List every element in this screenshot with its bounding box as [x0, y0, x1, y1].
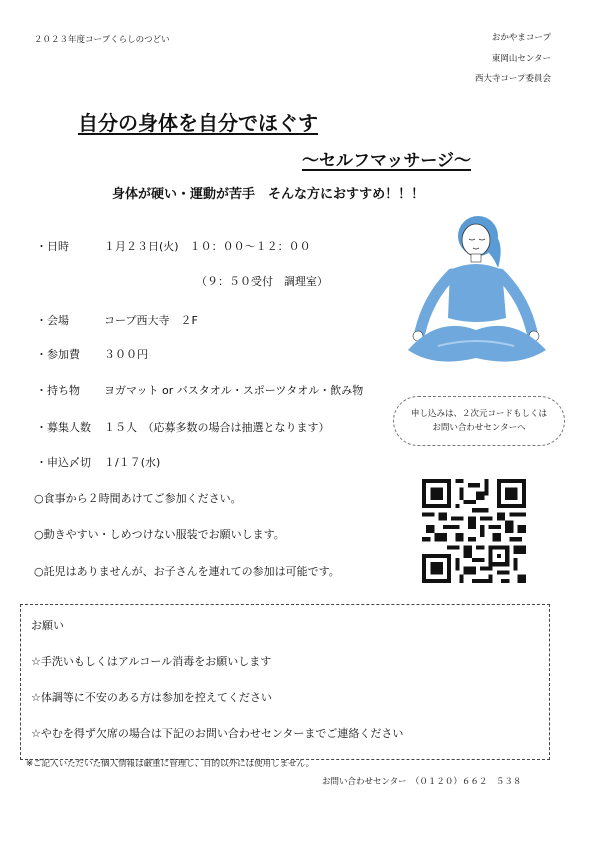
fee-label: ・参加費	[36, 348, 80, 361]
venue-label: ・会場	[36, 314, 69, 327]
deadline-label: ・申込〆切	[36, 456, 91, 469]
page-subtitle: ～セルフマッサージ～	[302, 151, 471, 171]
note-childcare: ○託児はありませんが、お子さんを連れての参加は可能です。	[34, 565, 340, 578]
request-item-hand-hygiene: ☆手洗いもしくはアルコール消毒をお願いします	[31, 655, 272, 668]
privacy-note: ※ご記入いただいた個人情報は厳重に管理し、目的以外には使用しません。	[26, 759, 315, 769]
event-series-label: ２０２３年度コープくらしのつどい	[34, 35, 170, 45]
yoga-meditation-icon	[398, 208, 556, 373]
deadline-value: １/１７(水)	[104, 456, 161, 469]
venue-value: コープ西大寺 ２F	[104, 314, 198, 327]
request-item-absence: ☆やむを得ず欠席の場合は下記のお問い合わせセンターまでご連絡ください	[31, 727, 404, 740]
note-clothing: ○動きやすい・しめつけない服装でお願いします。	[34, 528, 285, 541]
capacity-label: ・募集人数	[36, 421, 91, 434]
note-meal: ○食事から２時間あけてご参加ください。	[34, 492, 242, 505]
org-line-1: おかやまコープ	[491, 33, 551, 43]
date-label: ・日時	[36, 240, 69, 253]
reception-note: （９：５０受付 調理室）	[196, 275, 328, 288]
qr-code-icon[interactable]	[422, 479, 526, 583]
fee-value: ３００円	[104, 348, 148, 361]
application-note-line-1: 申し込みは、２次元コードもしくは	[410, 409, 547, 419]
date-value: １月２３日(火) １０：００～１２：００	[104, 240, 311, 253]
belongings-label: ・持ち物	[36, 384, 80, 397]
application-note	[393, 396, 565, 446]
contact-info: お問い合わせセンター （０１２０）６６２ ５３８	[322, 777, 522, 787]
capacity-value: １５人 （応募多数の場合は抽選となります）	[104, 421, 330, 434]
belongings-value: ヨガマット or バスタオル・スポーツタオル・飲み物	[104, 384, 364, 397]
org-line-3: 西大寺コープ委員会	[474, 74, 551, 84]
request-item-health: ☆体調等に不安のある方は参加を控えてください	[31, 691, 272, 704]
tagline: 身体が硬い・運動が苦手 そんな方におすすめ！！！	[112, 187, 425, 202]
org-line-2: 東岡山センター	[491, 54, 551, 64]
requests-heading: お願い	[31, 619, 64, 632]
requests-box	[20, 604, 550, 760]
application-note-line-2: お問い合わせセンターへ	[432, 423, 526, 433]
page-title: 自分の身体を自分でほぐす	[78, 111, 318, 135]
